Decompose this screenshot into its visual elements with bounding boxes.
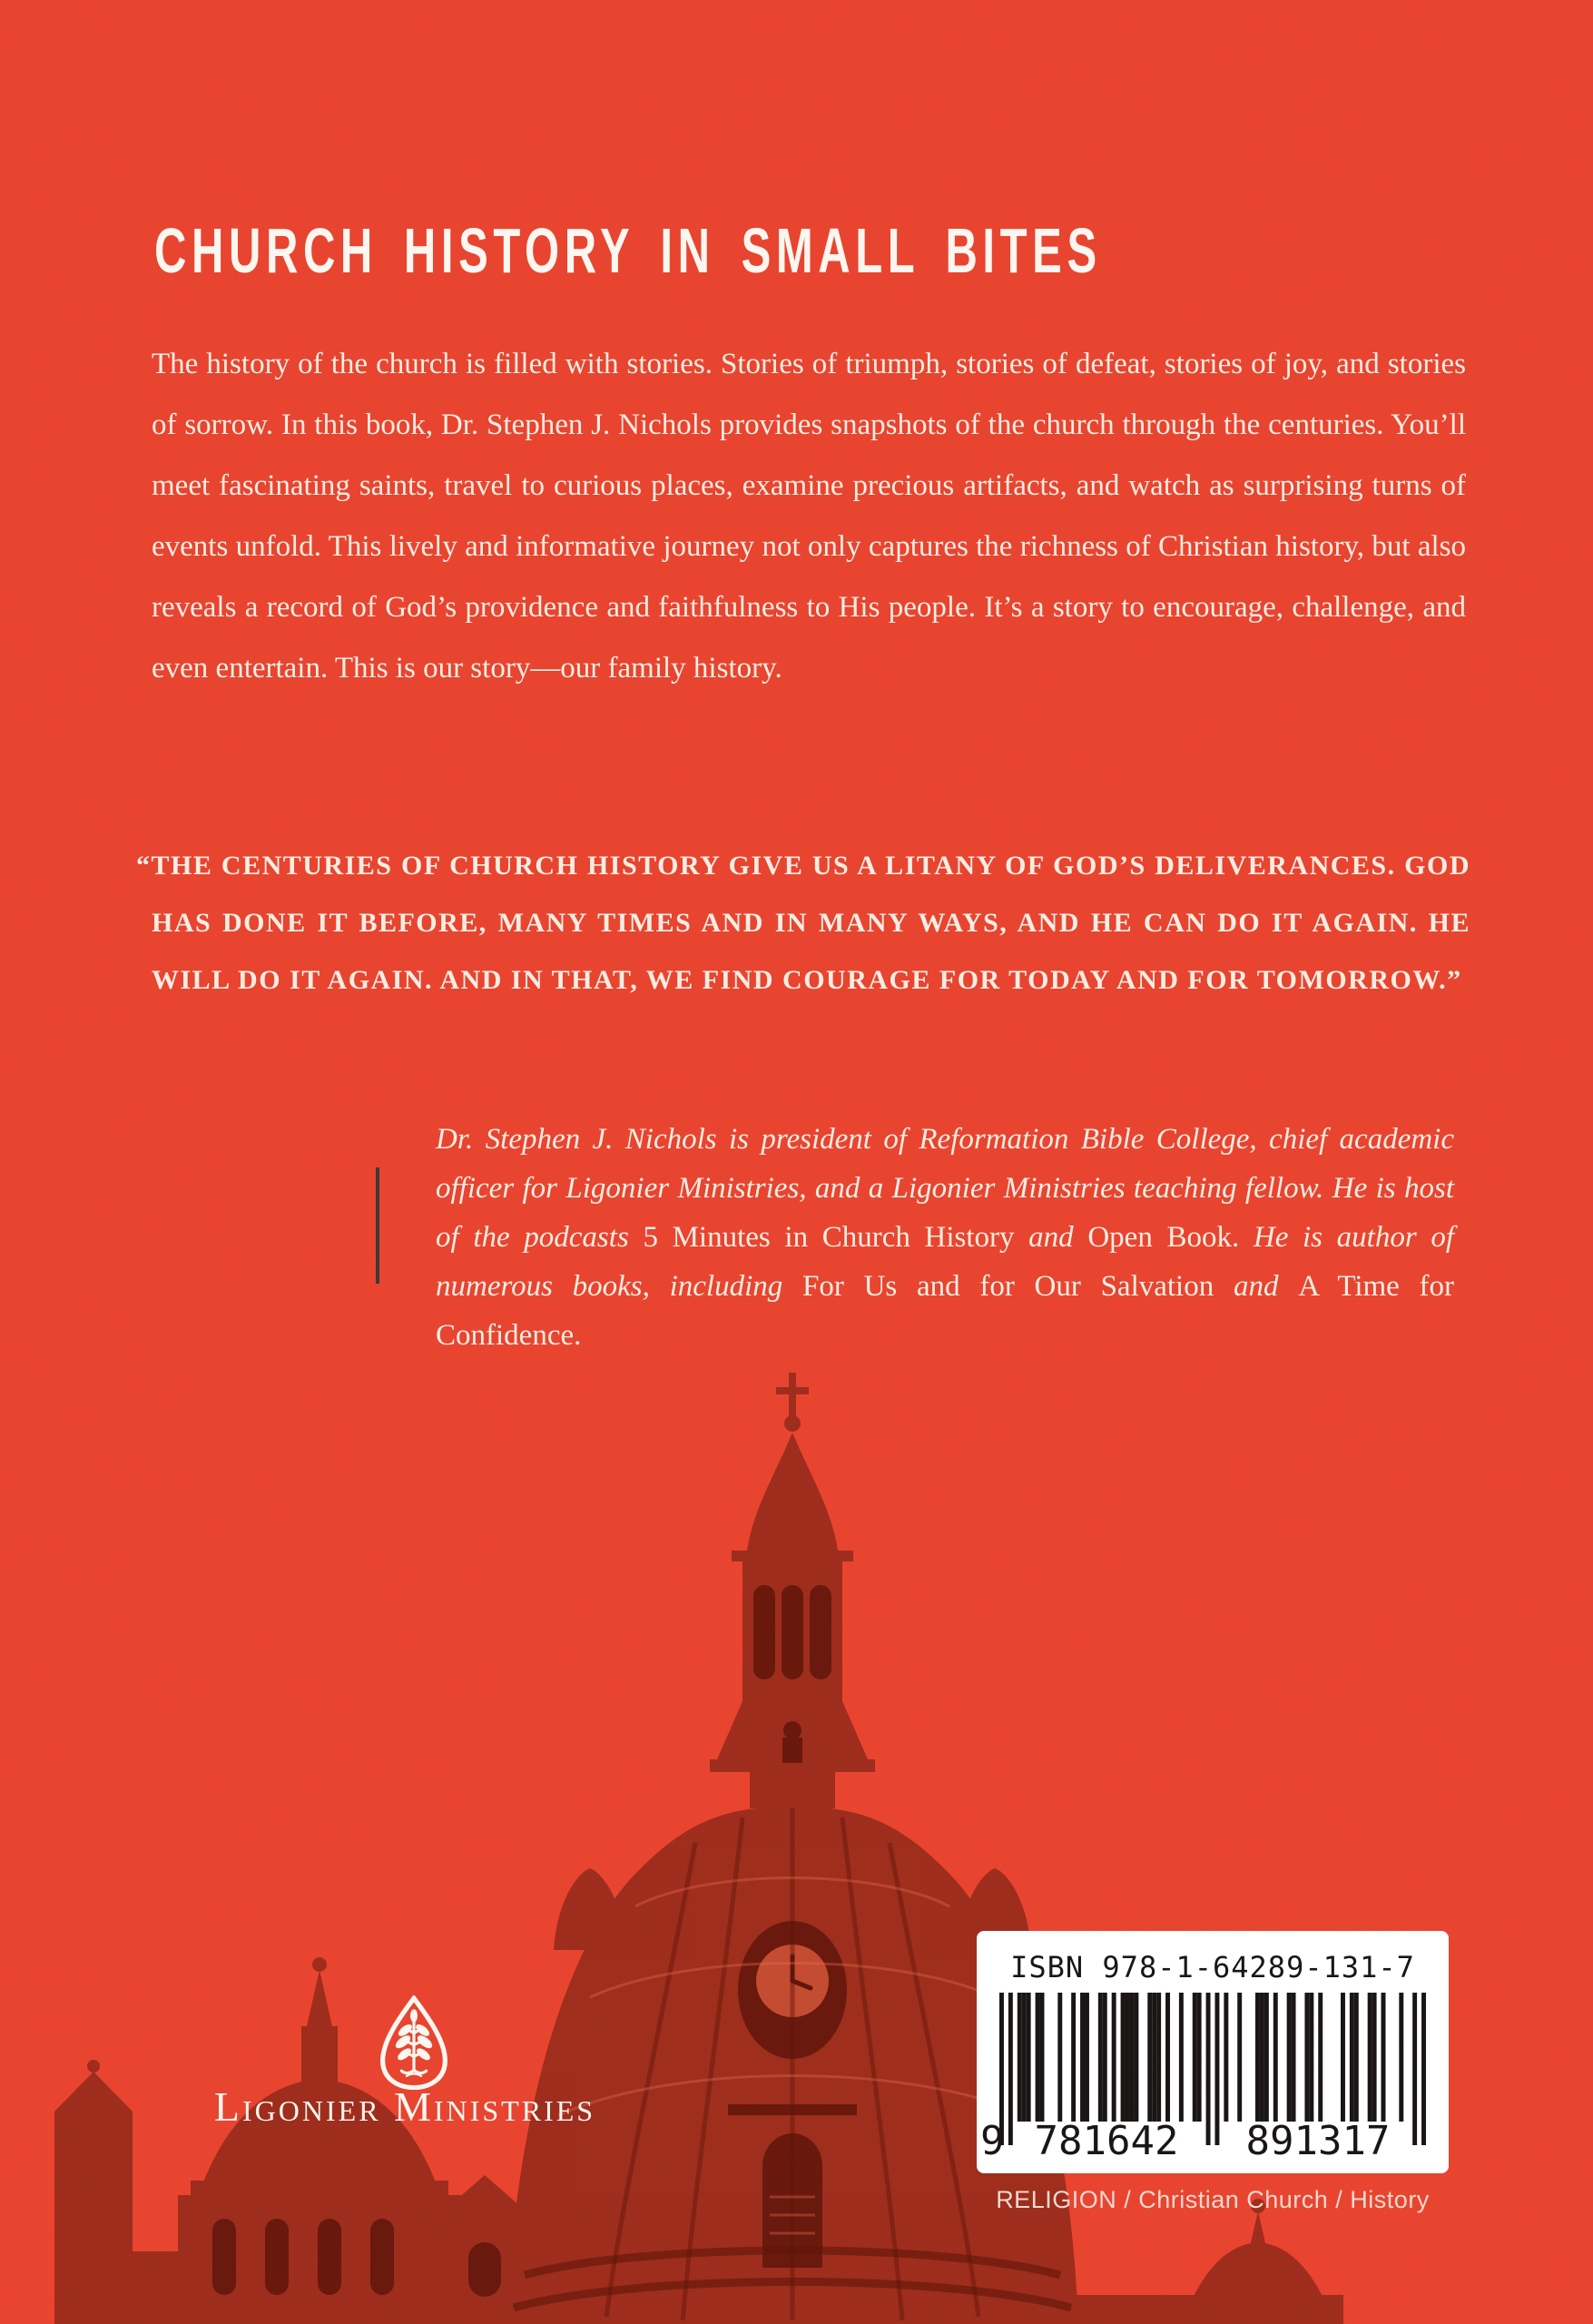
- barcode-digit-first: 9: [980, 2118, 1005, 2164]
- pull-quote: “THE CENTURIES OF CHURCH HISTORY GIVE US A LITANY OF GOD’S DELIVERANCES. GOD HAS DONE IT BEFORE, MANY TIMES AND IN MANY WAYS, AND HE CAN DO IT AGAIN. HE WILL DO IT AGAIN. AND IN THAT, WE FIND COURAGE FOR TODAY AND FOR TOMORROW.”: [136, 851, 1470, 995]
- bio-segment: He is author of numerous books, including: [436, 1221, 1455, 1303]
- author-bio: [436, 1115, 1454, 1360]
- title: CHURCH HISTORY IN SMALL BITES: [154, 215, 1102, 286]
- bio-rule: [376, 1167, 379, 1284]
- barcode-panel: [977, 1931, 1449, 2173]
- ligonier-tree-shield-icon: [370, 1995, 457, 2090]
- barcode-digit-left-group: 781642: [1034, 2118, 1179, 2164]
- bio-segment: and: [1214, 1270, 1299, 1303]
- bio-segment: and: [1014, 1221, 1088, 1254]
- bio-segment: A Time for Confidence.: [436, 1270, 1455, 1352]
- description-paragraph: The history of the church is filled with stories. Stories of triumph, stories of defeat, stories of joy, and stories of sorrow. In this book, Dr. Stephen J. Nichols provides snapshots of the church through the centuries. You’ll meet fascinating saints, travel to curious places, examine precious artifacts, and watch as surprising turns of events unfold. This lively and informative journey not only captures the richness of Christian history, but also reveals a record of God’s providence and faithfulness to His people. It’s a story to encourage, challenge, and even entertain. This is our story—our family history.: [152, 348, 1466, 684]
- bio-segment: Dr. Stephen J. Nichols is president of Reformation Bible College, chief academic officer for Ligonier Ministries, and a Ligonier Ministries teaching fellow. He is host of the podcasts: [436, 1123, 1454, 1254]
- barcode-digit-right-group: 891317: [1245, 2118, 1391, 2164]
- category-label: RELIGION / Christian Church / History: [996, 2186, 1430, 2213]
- isbn-label: ISBN 978-1-64289-131-7: [1010, 1950, 1415, 1984]
- publisher-wordmark: Ligonier Ministries: [213, 2083, 596, 2130]
- bio-segment: Open Book.: [1087, 1221, 1240, 1254]
- bio-segment: 5 Minutes in Church History: [643, 1221, 1015, 1254]
- bio-segment: For Us and for Our Salvation: [802, 1270, 1214, 1303]
